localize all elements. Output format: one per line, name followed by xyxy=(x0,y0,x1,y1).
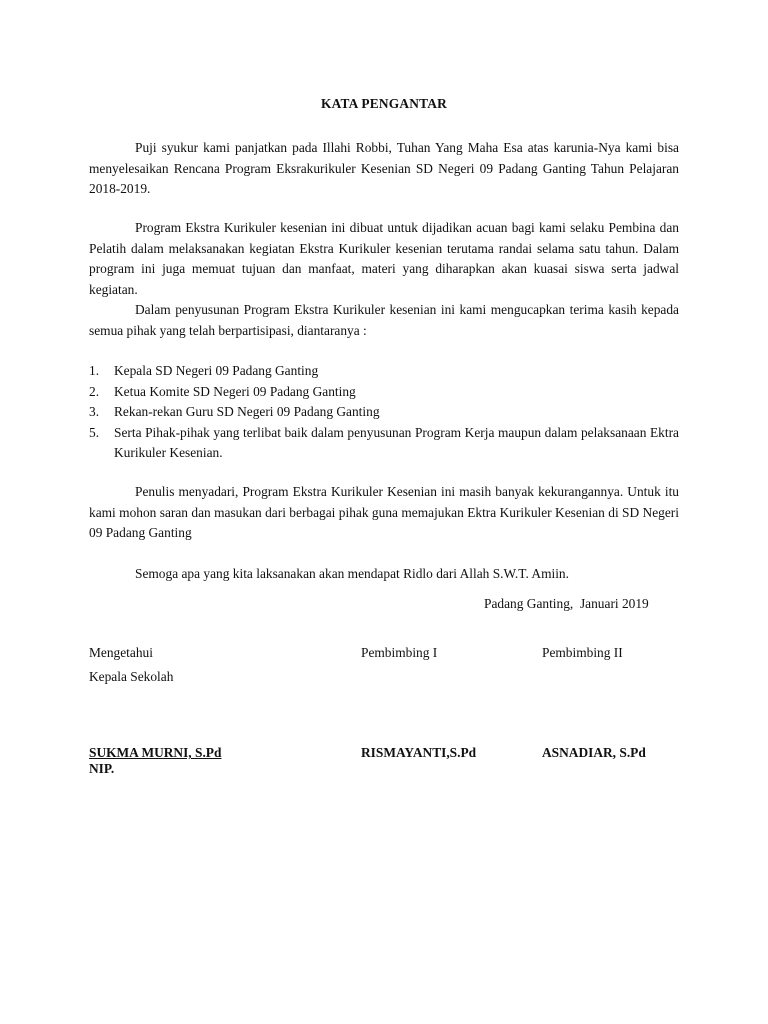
signature-name-supervisor-1: RISMAYANTI,S.Pd xyxy=(361,745,477,760)
list-item-number: 3. xyxy=(89,404,100,419)
list-item xyxy=(89,382,679,403)
list-item xyxy=(89,402,679,423)
list-item-number: 1. xyxy=(89,363,100,378)
signature-label-principal: Kepala Sekolah xyxy=(89,669,174,684)
thanks-list xyxy=(89,361,679,464)
list-item-text: Ketua Komite SD Negeri 09 Padang Ganting xyxy=(114,383,356,399)
paragraph-opening: Puji syukur kami panjatkan pada Illahi Robbi, Tuhan Yang Maha Esa atas karunia-Nya kami bisa menyelesaikan Rencana Program Eksrakurikuler Kesenian SD Negeri 09 Padang Ganting Tahun Pelajaran 2018-2019. xyxy=(89,140,679,196)
signature-label-supervisor-1: Pembimbing I xyxy=(361,645,438,660)
list-item-number: 5. xyxy=(89,424,100,440)
list-item xyxy=(89,361,679,382)
signature-name-principal: SUKMA MURNI, S.Pd xyxy=(89,745,222,760)
list-item-text: Rekan-rekan Guru SD Negeri 09 Padang Ganting xyxy=(114,404,380,419)
paragraph-thanks: Dalam penyusunan Program Ekstra Kurikuler kesenian ini kami mengucapkan terima kasih kepada semua pihak yang telah berpartisipasi, diantaranya : xyxy=(89,302,679,338)
list-item-text: Serta Pihak-pihak yang terlibat baik dalam penyusunan Program Kerja maupun dalam pelaksanaan Ektra Kurikuler Kesenian. xyxy=(114,424,679,460)
page-title: KATA PENGANTAR xyxy=(321,96,447,111)
signature-nip: NIP. xyxy=(89,761,115,776)
paragraph-closing: Penulis menyadari, Program Ekstra Kurikuler Kesenian ini masih banyak kekurangannya. Untuk itu kami mohon saran dan masukan dari berbagai pihak guna memajukan Ektra Kurikuler Kesenian di SD Negeri 09 Padang Ganting xyxy=(89,484,679,540)
list-item-text: Kepala SD Negeri 09 Padang Ganting xyxy=(114,363,319,378)
signature-label-supervisor-2: Pembimbing II xyxy=(542,645,623,660)
signature-name-supervisor-2: ASNADIAR, S.Pd xyxy=(542,745,646,760)
list-item xyxy=(89,423,679,464)
signature-label-acknowledged: Mengetahui xyxy=(89,645,153,660)
list-item-number: 2. xyxy=(89,383,100,399)
paragraph-purpose: Program Ekstra Kurikuler kesenian ini dibuat untuk dijadikan acuan bagi kami selaku Pembina dan Pelatih dalam melaksanakan kegiatan Ekstra Kurikuler kesenian terutama randai selama satu tahun. Dalam program ini juga memuat tujuan dan manfaat, materi yang diharapkan akan kuasai siswa serta jadwal kegiatan. xyxy=(89,220,679,297)
paragraph-prayer: Semoga apa yang kita laksanakan akan mendapat Ridlo dari Allah S.W.T. Amiin. xyxy=(135,566,569,581)
place-date: Padang Ganting, Januari 2019 xyxy=(484,596,649,611)
